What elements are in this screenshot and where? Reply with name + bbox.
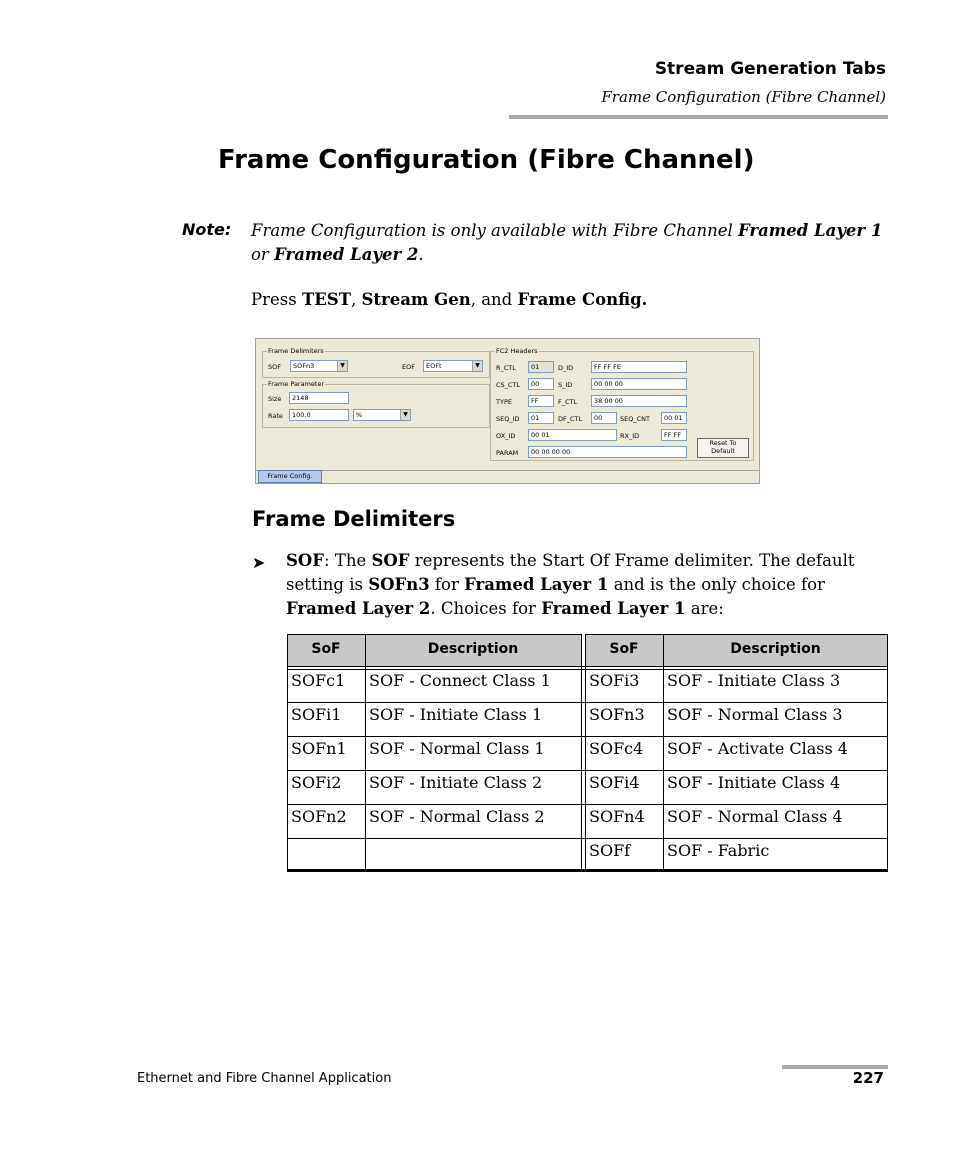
table-cell-description: SOF - Normal Class 1 <box>369 739 545 758</box>
type-input[interactable]: FF <box>528 395 554 407</box>
bullet-bold: SOFn3 <box>368 575 430 594</box>
sof-select[interactable] <box>290 360 348 372</box>
instruction-text <box>251 290 647 309</box>
eof-select-value: EOFt <box>426 362 442 370</box>
bullet-bold: Framed Layer 2 <box>286 599 431 618</box>
f-ctl-input[interactable]: 38 00 00 <box>591 395 687 407</box>
note-text <box>251 219 891 267</box>
tab-frame-config[interactable]: Frame Config. <box>258 470 322 483</box>
bullet-part: for <box>429 575 465 594</box>
note-bold-part: Framed Layer 2 <box>274 245 419 264</box>
table-cell-sof: SOFi3 <box>589 671 640 690</box>
param-label: PARAM <box>496 449 519 457</box>
s-id-input[interactable]: 00 00 00 <box>591 378 687 390</box>
tab-strip <box>256 470 759 483</box>
sof-select-value: SOFn3 <box>293 362 315 370</box>
ox-id-input[interactable]: 00 01 <box>528 429 617 441</box>
table-cell-description: SOF - Activate Class 4 <box>667 739 848 758</box>
chevron-down-icon: ▼ <box>337 361 347 371</box>
rate-label: Rate <box>268 412 283 420</box>
frame-parameter-group-title: Frame Parameter <box>268 380 325 388</box>
table-cell-sof: SOFc1 <box>291 671 346 690</box>
table-header-sof-left: SoF <box>287 634 365 666</box>
table-cell-sof: SOFn3 <box>589 705 645 724</box>
instruction-key: Frame Config. <box>517 290 648 309</box>
chevron-down-icon: ▼ <box>400 410 410 420</box>
table-cell-description: SOF - Initiate Class 3 <box>667 671 841 690</box>
eof-label: EOF <box>402 363 415 371</box>
table-cell-sof: SOFi4 <box>589 773 640 792</box>
table-bottom-rule <box>287 869 888 872</box>
table-header-description-right: Description <box>663 634 888 666</box>
frame-delimiters-group-title: Frame Delimiters <box>268 347 324 355</box>
note-text-part: or <box>251 245 275 264</box>
bullet-bold: SOF <box>286 551 325 570</box>
instruction-key: TEST <box>301 290 351 309</box>
bullet-part: are: <box>685 599 724 618</box>
fc2-headers-group-title: FC2 Headers <box>496 347 538 355</box>
f-ctl-label: F_CTL <box>558 398 578 406</box>
table-header-sof-right: SoF <box>585 634 663 666</box>
s-id-label: S_ID <box>558 381 573 389</box>
param-input[interactable]: 00 00 00 00 <box>528 446 687 458</box>
table-cell-sof: SOFf <box>589 841 631 860</box>
table-cell-description: SOF - Connect Class 1 <box>369 671 551 690</box>
size-input[interactable]: 2148 <box>289 392 349 404</box>
frame-parameter-group <box>262 380 490 428</box>
instruction-part: Press <box>251 290 302 309</box>
bullet-text <box>286 549 896 621</box>
reset-to-default-button[interactable] <box>697 438 749 458</box>
note-label: Note: <box>182 220 232 239</box>
footer-book-title: Ethernet and Fibre Channel Application <box>137 1071 392 1086</box>
table-cell-description: SOF - Initiate Class 1 <box>369 705 543 724</box>
running-header-title: Stream Generation Tabs <box>654 59 886 79</box>
df-ctl-input[interactable]: 00 <box>591 412 617 424</box>
section-title: Frame Delimiters <box>252 507 456 531</box>
d-id-label: D_ID <box>558 364 574 372</box>
instruction-part: , and <box>470 290 518 309</box>
rate-unit-value: % <box>356 411 363 419</box>
bullet-part: and is the only choice for <box>608 575 825 594</box>
table-cell-sof: SOFn4 <box>589 807 645 826</box>
table-cell-description: SOF - Normal Class 3 <box>667 705 843 724</box>
page-number: 227 <box>852 1069 884 1087</box>
bullet-bold: SOF <box>371 551 410 570</box>
note-text-part: . <box>418 245 424 264</box>
bullet-part: represents the Start Of Frame delimiter. The default setting is <box>286 551 855 594</box>
instruction-key: Stream Gen <box>361 290 471 309</box>
r-ctl-input[interactable]: 01 <box>528 361 554 373</box>
chevron-down-icon: ▼ <box>472 361 482 371</box>
note-bold-part: Framed Layer 1 <box>738 221 883 240</box>
reset-button-line-2: Default <box>711 447 735 455</box>
bullet-bold: Framed Layer 1 <box>464 575 609 594</box>
note-text-part: Frame Configuration is only available with Fibre Channel <box>251 221 738 240</box>
table-cell-description: SOF - Normal Class 2 <box>369 807 545 826</box>
seq-id-input[interactable]: 01 <box>528 412 554 424</box>
sof-table <box>287 634 888 872</box>
rx-id-input[interactable]: FF FF <box>661 429 687 441</box>
ox-id-label: OX_ID <box>496 432 516 440</box>
r-ctl-label: R_CTL <box>496 364 516 372</box>
table-cell-sof: SOFn1 <box>291 739 347 758</box>
page-title: Frame Configuration (Fibre Channel) <box>218 145 755 175</box>
bullet-part: : The <box>324 551 372 570</box>
table-cell-sof: SOFi2 <box>291 773 342 792</box>
table-hline <box>287 666 888 667</box>
table-cell-description: SOF - Normal Class 4 <box>667 807 843 826</box>
cs-ctl-input[interactable]: 00 <box>528 378 554 390</box>
rate-input[interactable]: 100.0 <box>289 409 349 421</box>
bullet-part: . Choices for <box>430 599 542 618</box>
size-label: Size <box>268 395 282 403</box>
bullet-arrow-icon: ➤ <box>252 553 266 572</box>
frame-config-panel <box>255 338 760 484</box>
rx-id-label: RX_ID <box>620 432 640 440</box>
table-header-description-left: Description <box>365 634 581 666</box>
seq-cnt-label: SEQ_CNT <box>620 415 650 423</box>
reset-button-line-1: Reset To <box>709 439 737 447</box>
rate-unit-select[interactable] <box>353 409 411 421</box>
instruction-part: , <box>351 290 362 309</box>
header-rule <box>509 115 888 119</box>
cs-ctl-label: CS_CTL <box>496 381 521 389</box>
table-cell-sof: SOFn2 <box>291 807 347 826</box>
table-cell-sof: SOFc4 <box>589 739 644 758</box>
table-cell-description: SOF - Initiate Class 2 <box>369 773 543 792</box>
table-cell-sof: SOFi1 <box>291 705 342 724</box>
table-cell-description: SOF - Fabric <box>667 841 770 860</box>
table-cell-description: SOF - Initiate Class 4 <box>667 773 841 792</box>
bullet-bold: Framed Layer 1 <box>541 599 686 618</box>
running-header-subtitle: Frame Configuration (Fibre Channel) <box>601 88 886 106</box>
d-id-input[interactable]: FF FF FE <box>591 361 687 373</box>
sof-label: SOF <box>268 363 281 371</box>
seq-cnt-input[interactable]: 00 01 <box>661 412 687 424</box>
df-ctl-label: DF_CTL <box>558 415 583 423</box>
seq-id-label: SEQ_ID <box>496 415 520 423</box>
eof-select[interactable] <box>423 360 483 372</box>
type-label: TYPE <box>496 398 512 406</box>
